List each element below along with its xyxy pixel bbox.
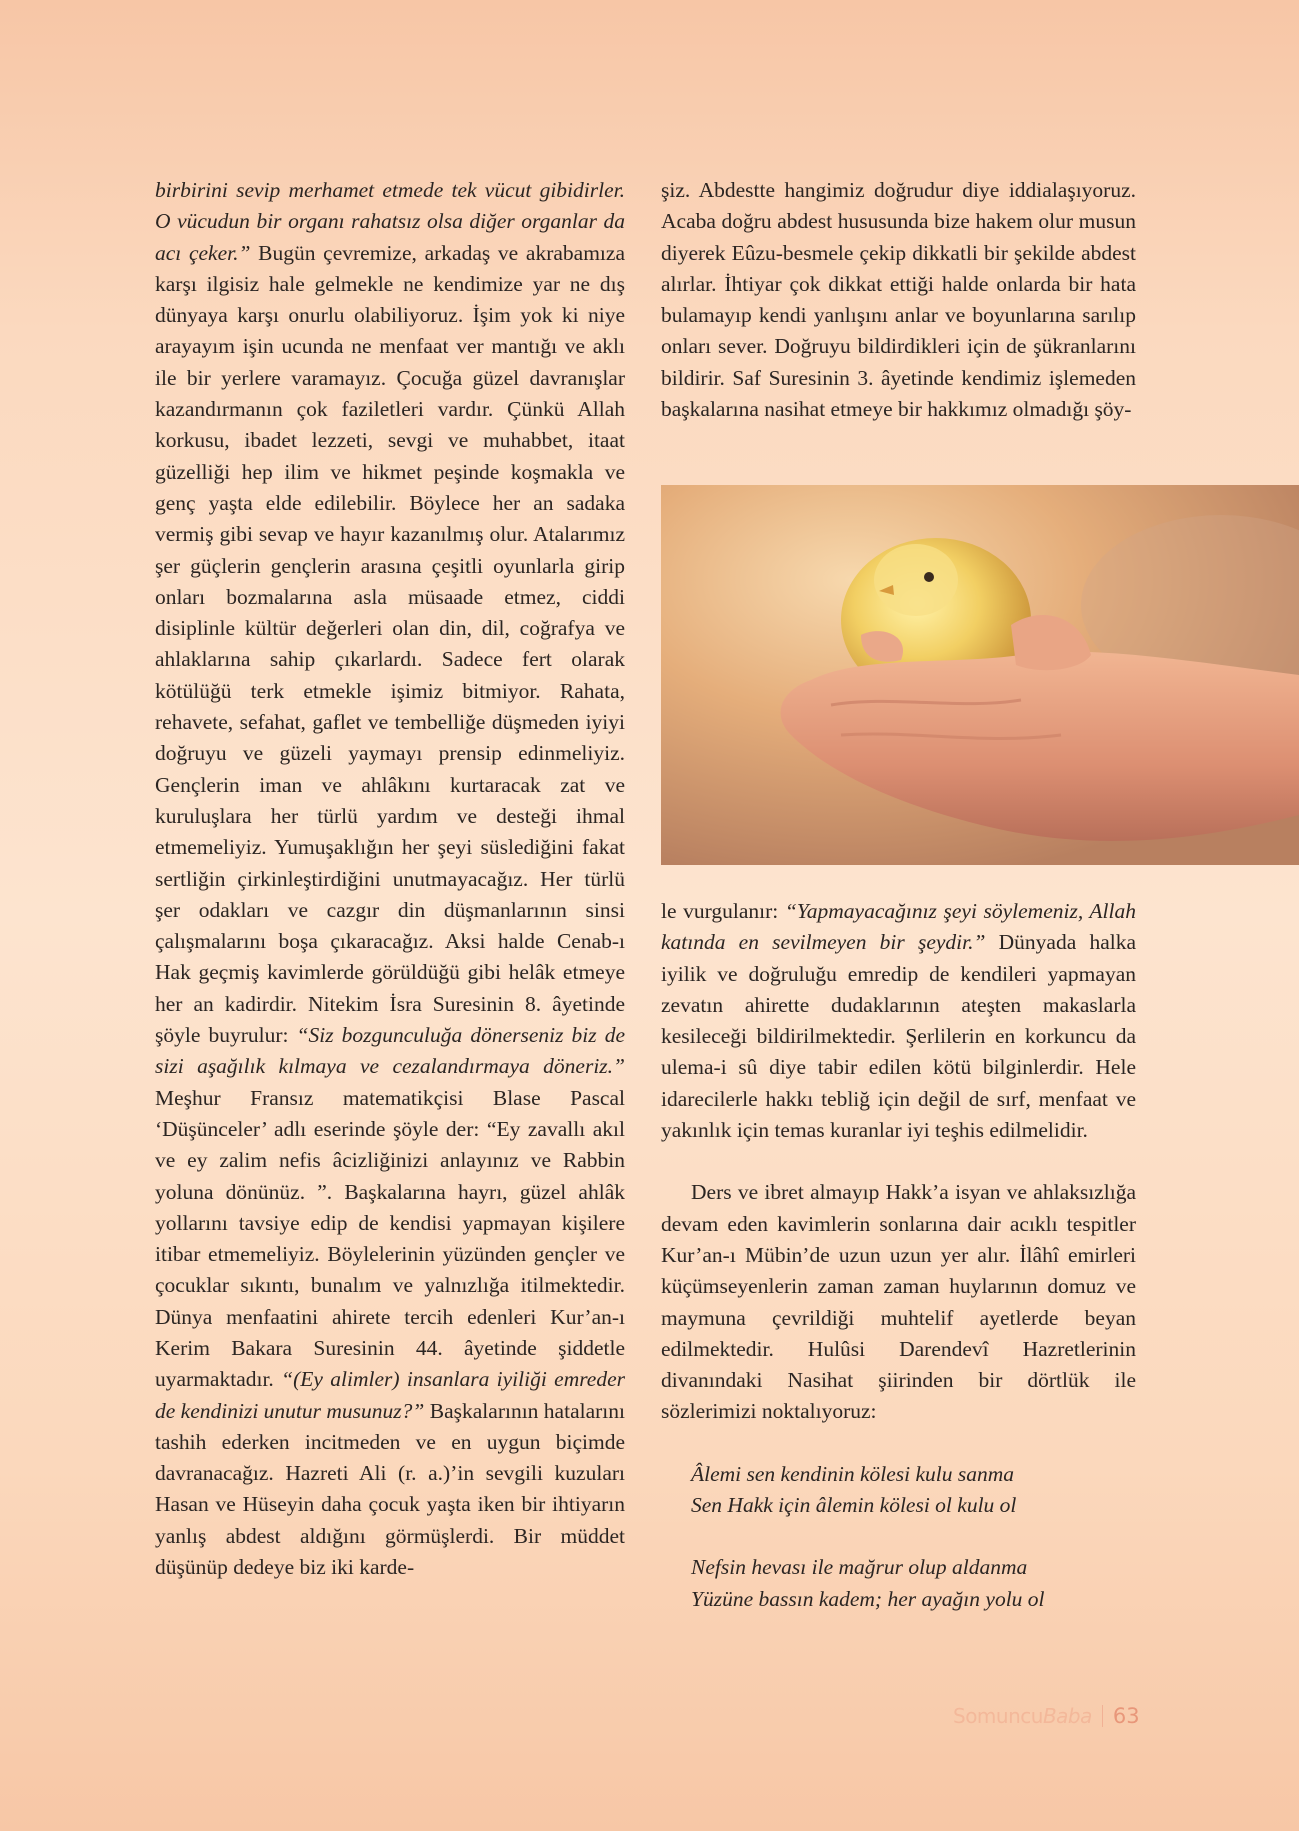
body-paragraph <box>661 1177 1136 1427</box>
body-paragraph <box>661 896 1136 1146</box>
body-paragraph <box>155 175 625 1583</box>
left-column <box>155 175 625 1583</box>
text-run: Meşhur Fransız matematikçisi Blase Pascal ‘Düşünceler’ adlı eserinde şöyle der: “Ey zavallı akıl ve ey zalim nefis âcizliğinizi anlayınız ve Rabbin yoluna dönünüz. ”. Başkalarına hayrı, güzel ahlâk yollarını tavsiye edip de kendisi yapmayan kişilere itibar etmemeliyiz. Böylelerinin yüzünden gençler ve çocuklar sıkıntı, bunalım ve yalnızlığa itilmektedir. Dünya menfaatini ahirete tercih edenleri Kur’an-ı Kerim Bakara Suresinin 44. âyetinde şiddetle uyarmaktadır. <box>155 1085 625 1392</box>
chick-in-hands-photo <box>661 485 1299 865</box>
footer-divider <box>1102 1705 1103 1727</box>
poem-line: Sen Hakk için âlemin kölesi ol kulu ol <box>691 1493 1017 1518</box>
magazine-brand: Somuncu <box>953 1704 1043 1728</box>
poem-quatrain <box>661 1459 1136 1615</box>
poem-line: Yüzüne bassın kadem; her ayağın yolu ol <box>691 1586 1045 1611</box>
paragraph-gap <box>661 1146 1136 1177</box>
poem-line: Nefsin hevası ile mağrur olup aldanma <box>691 1555 1028 1580</box>
right-column-top <box>661 175 1136 425</box>
text-run: le vurgulanır: <box>661 899 785 923</box>
body-paragraph <box>661 175 1136 425</box>
text-run: Dünyada halka iyilik ve doğruluğu emredip de kendileri yapmayan zevatın ahirette dudaklarının ateşten makaslarla kesileceği bildirilmektedir. Şerlilerin en korkuncu da ulema-i sû diye tabir edilen kötü bilginlerdir. Hele idarecilerle hakkı tebliğ için değil de sırf, menfaat ve yakınlık için temas kuranlar iyi teşhis edilmelidir. <box>661 930 1137 1143</box>
poem-gap <box>691 1521 1136 1552</box>
right-column-bottom <box>661 896 1136 1615</box>
quote-bakara: “(Ey alimler) insanlara iyiliği emreder de kendinizi unutur musunuz?” <box>155 1367 625 1423</box>
poem-line: Âlemi sen kendinin kölesi kulu sanma <box>691 1461 1015 1486</box>
text-run: Ders ve ibret almayıp Hakk’a isyan ve ahlaksızlığa devam eden kavimlerin sonlarına dair acıklı tespitler Kur’an-ı Mübin’de uzun uzun yer alır. İlâhî emirleri küçümseyenlerin zaman zaman huylarının domuz ve maymuna çevrildiği muhtelif ayetlerde beyan edilmektedir. Hulûsi Darendevî Hazretlerinin divanındaki Nasihat şiirinden bir dörtlük ile sözlerimizi noktalıyoruz: <box>661 1180 1136 1424</box>
page-number: 63 <box>1112 1704 1140 1728</box>
paragraph-gap <box>661 1428 1136 1459</box>
text-run: şiz. Abdestte hangimiz doğrudur diye iddialaşıyoruz. Acaba doğru abdest hususunda bize hakem olur musun diyerek Eûzu-besmele çekip dikkatli bir şekilde abdest alırlar. İhtiyar çok dikkat ettiği halde onlarda bir hata bulamayıp kendi yanlışını anlar ve boyunlarına sarılıp onları sever. Doğruyu bildirdikleri için de şükranlarını bildirir. Saf Suresinin 3. âyetinde kendimiz işlemeden başkalarına nasihat etmeye bir hakkımız olmadığı şöy- <box>661 178 1136 422</box>
quote-saf: “Yapmayacağınız şeyi söylemeniz, Allah katında en sevilmeyen bir şeydir.” <box>661 899 1136 955</box>
quote-isra: “Siz bozgunculuğa dönerseniz biz de sizi aşağılık kılmaya ve cezalandırmaya döneriz.” <box>155 1023 625 1079</box>
page-footer <box>953 1704 1140 1728</box>
magazine-brand-suffix: Baba <box>1042 1704 1092 1728</box>
text-run: Bugün çevremize, arkadaş ve akrabamıza karşı ilgisiz hale gelmekle ne kendimize yar ne dış dünyaya karşı onurlu olabiliyoruz. İşim yok ki niye arayayım işin ucunda ne menfaat ver mantığı ve aklı ile bir yerlere varamayız. Çocuğa güzel davranışlar kazandırmanın çok faziletleri vardır. Çünkü Allah korkusu, ibadet lezzeti, sevgi ve muhabbet, itaat güzelliği hep ilim ve hikmet peşinde koşmakla ve genç yaşta elde edilebilir. Böylece her an sadaka vermiş gibi sevap ve hayır kazanılmış olur. Atalarımız şer güçlerin gençlerin arasına çeşitli oyunlarla girip onları bozmalarına asla müsaade etmez, ciddi disiplinle kültür değerleri olan din, dil, coğrafya ve ahlaklarına sahip çıkarlardı. Sadece fert olarak kötülüğü terk etmekle işimiz bitmiyor. Rahata, rehavete, sefahat, gaflet ve tembelliğe düşmeden iyiyi doğruyu ve güzeli yaymayı prensip edinmeliyiz. Gençlerin iman ve ahlâkını kurtaracak zat ve kuruluşlara her türlü yardım ve desteği ihmal etmemeliyiz. Yumuşaklığın her şeyi süslediğini fakat sertliğin çirkinleştirdiğini unutmayacağız. Her türlü şer odakları ve cazgır din düşmanlarının sinsi çalışmalarını boşa çıkaracağız. Aksi halde Cenab-ı Hak geçmiş kavimlerde görüldüğü gibi helâk etmeye her an kadirdir. Nitekim İsra Suresinin 8. âyetinde şöyle buyrulur: <box>155 240 625 1048</box>
text-run: Başkalarının hatalarını tashih ederken incitmeden ve en uygun biçimde davranacağız. Hazreti Ali (r. a.)’in sevgili kuzuları Hasan ve Hüseyin daha çocuk yaşta iken bir ihtiyarın yanlış abdest aldığını görmüşlerdi. Bir müddet düşünüp dedeye biz iki karde- <box>155 1398 625 1580</box>
text-run: birbirini sevip merhamet etmede tek vücut gibidirler. O vücudun bir organı rahatsız olsa diğer organlar da acı çeker.” <box>155 178 625 265</box>
